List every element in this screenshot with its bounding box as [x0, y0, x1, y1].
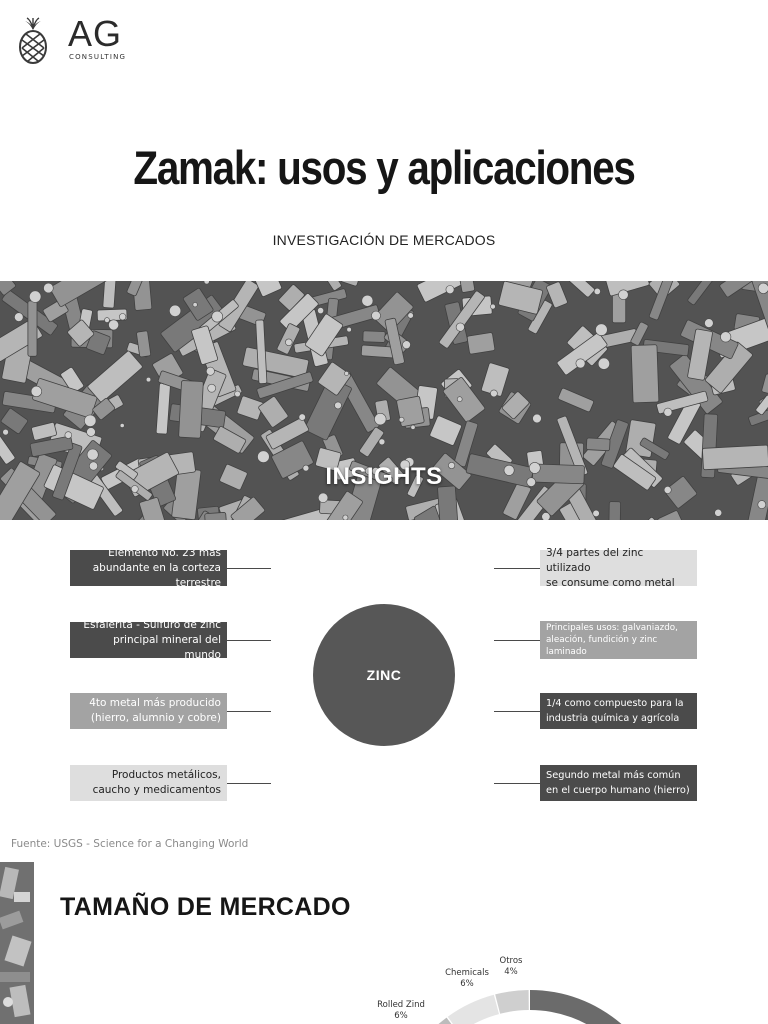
insight-left-1: [70, 546, 227, 589]
page-subtitle: INVESTIGACIÓN DE MERCADOS: [272, 232, 496, 248]
label-pct: 4%: [504, 967, 518, 977]
connector-line: [494, 640, 540, 641]
label-name: Rolled Zind: [377, 1000, 425, 1010]
source-note: Fuente: USGS - Science for a Changing World: [11, 838, 249, 850]
insight-text: (hierro, alumnio y cobre): [90, 712, 221, 724]
insight-text: Elemento No. 23 más: [108, 546, 221, 559]
insight-text: industria química y agrícola: [546, 713, 680, 724]
insights-heading: INSIGHTS: [325, 463, 443, 490]
insight-text: 1/4 como compuesto para la: [546, 698, 684, 709]
insight-right-1: [540, 546, 697, 589]
donut-segment-otros: [495, 990, 529, 1014]
metal-parts-image: [0, 862, 34, 1024]
label-name: Otros: [499, 956, 523, 966]
connector-line: [494, 783, 540, 784]
connector-line: [227, 711, 271, 712]
insight-text: principal mineral del mundo: [113, 633, 221, 661]
insight-text: Productos metálicos,: [111, 769, 221, 781]
insight-left-4: [70, 765, 227, 801]
logo-subtitle: CONSULTING: [69, 53, 127, 61]
insight-right-2: [540, 621, 697, 659]
insight-text: en el cuerpo humano (hierro): [546, 785, 690, 796]
insight-text: Principales usos: galvaniazdo,: [546, 623, 678, 633]
connector-line: [494, 711, 540, 712]
pineapple-icon: [18, 16, 48, 64]
donut-label-otros: [496, 956, 526, 978]
insight-text: Segundo metal más común: [546, 770, 681, 781]
insight-right-3: [540, 693, 697, 729]
label-name: Chemicals: [445, 968, 489, 978]
insight-text: 3/4 partes del zinc utilizado: [546, 546, 644, 574]
insight-text: laminado: [546, 647, 587, 657]
donut-segment-main: [530, 990, 670, 1024]
connector-line: [227, 783, 271, 784]
logo-brand: AG: [68, 13, 123, 54]
donut-label-rolled-zind: [373, 1000, 429, 1022]
connector-line: [227, 568, 271, 569]
company-logo: [18, 13, 127, 64]
side-photo-strip: [0, 862, 34, 1024]
insight-text: 4to metal más producido: [89, 697, 221, 709]
insight-text: se consume como metal: [546, 576, 675, 589]
insight-text: aleación, fundición y zinc: [546, 635, 658, 645]
insight-left-3: [70, 693, 227, 729]
insight-text: abundante en la corteza terrestre: [92, 561, 221, 589]
market-size-heading: TAMAÑO DE MERCADO: [60, 893, 351, 921]
page-title: Zamak: usos y aplicaciones: [133, 141, 635, 194]
label-pct: 6%: [460, 979, 474, 989]
label-pct: 6%: [394, 1011, 408, 1021]
connector-line: [494, 568, 540, 569]
insight-text: Esfalerita - Sulfuro de zinc: [83, 618, 221, 631]
donut-label-chemicals: [440, 968, 494, 990]
insight-text: caucho y medicamentos: [92, 784, 221, 796]
insight-right-4: [540, 765, 697, 801]
insight-left-2: [70, 618, 227, 661]
donut-segment-chemicals: [448, 995, 499, 1024]
connector-line: [227, 640, 271, 641]
zinc-circle: ZINC: [313, 604, 455, 746]
